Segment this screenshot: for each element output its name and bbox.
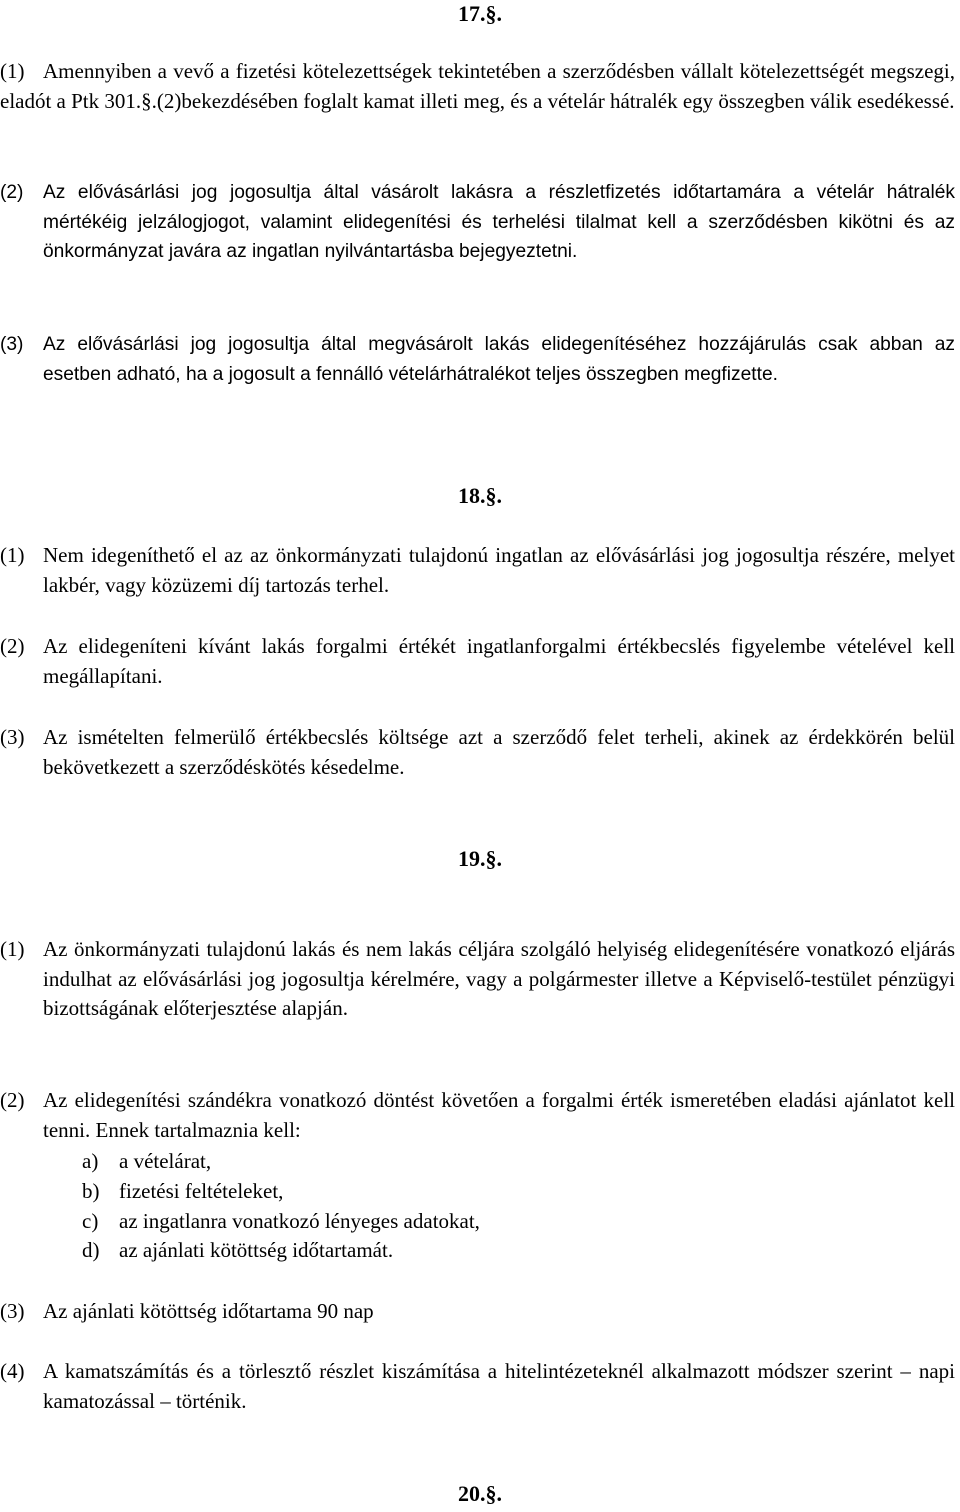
list-item-a xyxy=(82,1147,211,1177)
paragraph-number: (1) xyxy=(0,937,25,961)
paragraph-number: (3) xyxy=(0,1299,25,1323)
paragraph-number: (1) xyxy=(0,543,25,567)
paragraph-text: Nem idegeníthető el az az önkormányzati tulajdonú ingatlan az elővásárlási jog jogosultja részére, melyet lakbér, vagy közüzemi díj tartozás terhel. xyxy=(43,543,955,597)
paragraph-text: Az ismételten felmerülő értékbecslés költsége azt a szerződő felet terheli, akinek az érdekkörén belül bekövetkezett a szerződéskötés késedelme. xyxy=(43,725,955,779)
paragraph-number: (3) xyxy=(0,334,24,355)
section-heading-18: 18.§. xyxy=(458,483,502,508)
list-item-label: b) xyxy=(82,1179,100,1203)
paragraph-number: (2) xyxy=(0,634,25,658)
list-item-label: d) xyxy=(82,1238,100,1262)
section-heading-17: 17.§. xyxy=(458,1,502,26)
paragraph-text: Az elővásárlási jog jogosultja által vásárolt lakásra a részletfizetés időtartamára a vételár hátralék mértékéig jelzálogjogot, valamint elidegenítési és terhelési tilalmat kell a szerződésben kikötni és az önkormányzat javára az ingatlan nyilvántartásba bejegyeztetni. xyxy=(43,182,955,263)
paragraph-18-1 xyxy=(0,541,955,600)
paragraph-number: (1) xyxy=(0,59,25,83)
list-item-b xyxy=(82,1177,283,1207)
paragraph-text: Az elővásárlási jog jogosultja által megvásárolt lakás elidegenítéséhez hozzájárulás csak abban az esetben adható, ha a jogosult a fennálló vételárhátralékot teljes összegben megfizette. xyxy=(43,334,955,385)
section-heading-20: 20.§. xyxy=(458,1481,502,1506)
list-item-text: a vételárat, xyxy=(119,1149,212,1173)
paragraph-number: (4) xyxy=(0,1359,25,1383)
paragraph-text: Az elidegeníteni kívánt lakás forgalmi értékét ingatlanforgalmi értékbecslés figyelembe vételével kell megállapítani. xyxy=(43,634,955,688)
list-item-label: c) xyxy=(82,1209,99,1233)
section-heading-19: 19.§. xyxy=(458,846,502,871)
paragraph-17-3 xyxy=(0,330,955,389)
list-item-text: fizetési feltételeket, xyxy=(119,1179,284,1203)
paragraph-number: (2) xyxy=(0,1088,25,1112)
list-item-text: az ajánlati kötöttség időtartamát. xyxy=(119,1238,394,1262)
paragraph-19-1 xyxy=(0,935,955,1024)
paragraph-18-2 xyxy=(0,632,955,691)
paragraph-19-4 xyxy=(0,1357,955,1416)
list-item-label: a) xyxy=(82,1149,99,1173)
paragraph-17-1 xyxy=(0,57,955,116)
list-item-d xyxy=(82,1236,393,1266)
paragraph-text: Az elidegenítési szándékra vonatkozó döntést követően a forgalmi érték ismeretében eladási ajánlatot kell tenni. Ennek tartalmaznia kell: xyxy=(43,1088,955,1142)
paragraph-text: Amennyiben a vevő a fizetési kötelezettségek tekintetében a szerződésben vállalt kötelezettségét megszegi, eladót a Ptk 301.§.(2)bekezdésében foglalt kamat illeti meg, és a vételár hátralék egy összegben válik esedékessé. xyxy=(0,59,955,113)
paragraph-text: A kamatszámítás és a törlesztő részlet kiszámítása a hitelintézeteknél alkalmazott módszer szerint – napi kamatozással – történik. xyxy=(43,1359,955,1413)
paragraph-18-3 xyxy=(0,723,955,782)
paragraph-text: Az ajánlati kötöttség időtartama 90 nap xyxy=(43,1299,374,1323)
paragraph-number: (2) xyxy=(0,182,24,203)
paragraph-19-3 xyxy=(0,1297,955,1327)
list-item-text: az ingatlanra vonatkozó lényeges adatokat, xyxy=(119,1209,480,1233)
paragraph-19-2 xyxy=(0,1086,955,1145)
list-item-c xyxy=(82,1207,480,1237)
paragraph-number: (3) xyxy=(0,725,25,749)
paragraph-17-2 xyxy=(0,178,955,267)
paragraph-text: Az önkormányzati tulajdonú lakás és nem lakás céljára szolgáló helyiség elidegenítésére vonatkozó eljárás indulhat az elővásárlási jog jogosultja kérelmére, vagy a polgármester illetve a Képviselő-testület pénzügyi bizottságának előterjesztése alapján. xyxy=(43,937,955,1021)
